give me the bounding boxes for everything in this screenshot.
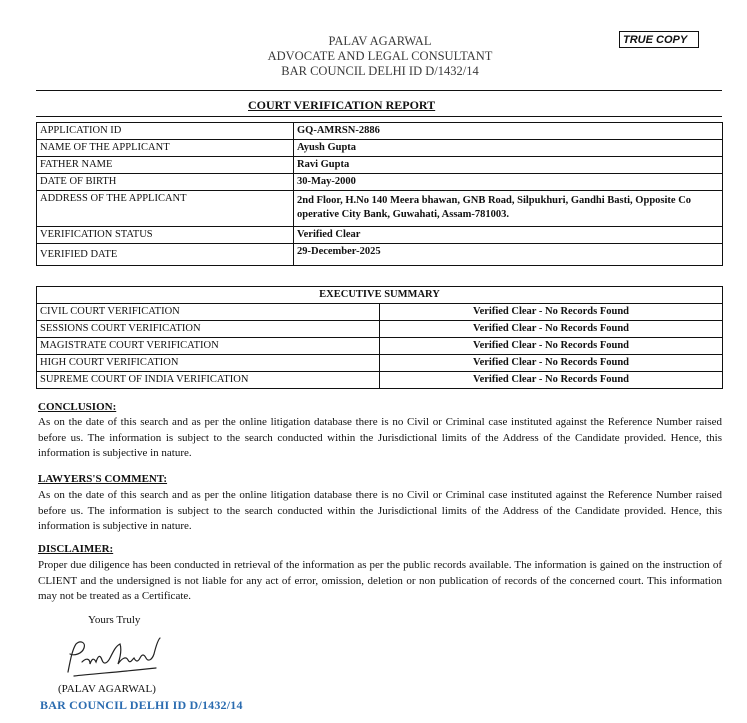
court-status: Verified Clear - No Records Found: [380, 304, 723, 321]
conclusion-heading: CONCLUSION:: [38, 401, 117, 413]
field-label: APPLICATION ID: [37, 123, 294, 140]
signatory-name: (PALAV AGARWAL): [58, 683, 156, 695]
court-status: Verified Clear - No Records Found: [380, 338, 723, 355]
field-label: VERIFICATION STATUS: [37, 227, 294, 244]
field-value: GQ-AMRSN-2886: [294, 123, 723, 140]
court-label: SESSIONS COURT VERIFICATION: [37, 321, 380, 338]
table-row: [37, 123, 723, 140]
court-status: Verified Clear - No Records Found: [380, 355, 723, 372]
table-row: [37, 157, 723, 174]
disclaimer-text: Proper due diligence has been conducted in retrieval of the information as per the public records available. The information is gained on the instruction of CLIENT and the undersigned is not liable for any act of error, omission, deletion or non publication of records of the concerned court. This information may not be treated as a Certificate.: [38, 559, 722, 602]
applicant-details-table: [36, 122, 723, 266]
field-label: NAME OF THE APPLICANT: [37, 140, 294, 157]
table-row: [37, 372, 723, 389]
executive-summary-title: EXECUTIVE SUMMARY: [37, 287, 723, 304]
handwritten-signature: [60, 632, 170, 680]
advocate-bar-id: BAR COUNCIL DELHI ID D/1432/14: [281, 64, 479, 78]
advocate-name: PALAV AGARWAL: [328, 34, 432, 48]
field-label: FATHER NAME: [37, 157, 294, 174]
field-value: Ayush Gupta: [294, 140, 723, 157]
court-label: HIGH COURT VERIFICATION: [37, 355, 380, 372]
header-divider: [36, 90, 722, 91]
signatory-bar-id: BAR COUNCIL DELHI ID D/1432/14: [40, 698, 243, 712]
table-row: [37, 174, 723, 191]
court-status: Verified Clear - No Records Found: [380, 321, 723, 338]
lawyers-comment-text: As on the date of this search and as per the online litigation database there is no Civil or Criminal case instituted against the Reference Number raised before us. The information is subject to the search conducted within the Jurisdictional limits of the Address of the Candidate provided. Hence, this information is subjective in nature.: [38, 489, 722, 532]
field-value: 2nd Floor, H.No 140 Meera bhawan, GNB Road, Silpukhuri, Gandhi Basti, Opposite Co operative City Bank, Guwahati, Assam-781003.: [294, 191, 723, 227]
court-label: CIVIL COURT VERIFICATION: [37, 304, 380, 321]
table-row: [37, 140, 723, 157]
conclusion-text: As on the date of this search and as per the online litigation database there is no Civil or Criminal case instituted against the Reference Number raised before us. The information is subject to the search conducted within the Jurisdictional limits of the Address of the Candidate provided. Hence, this information is subjective in nature.: [38, 416, 722, 459]
table-row: [37, 304, 723, 321]
table-row: [37, 227, 723, 244]
letterhead: [150, 34, 610, 79]
field-label: VERIFIED DATE: [37, 244, 294, 266]
field-value: Verified Clear: [294, 227, 723, 244]
table-header-row: [37, 287, 723, 304]
table-row: [37, 191, 723, 227]
disclaimer-heading: DISCLAIMER:: [38, 543, 114, 555]
field-value: 29-December-2025: [294, 244, 723, 266]
report-title: COURT VERIFICATION REPORT: [248, 98, 436, 112]
field-label: ADDRESS OF THE APPLICANT: [37, 191, 294, 227]
advocate-role: ADVOCATE AND LEGAL CONSULTANT: [267, 49, 493, 63]
table-row: [37, 355, 723, 372]
court-label: MAGISTRATE COURT VERIFICATION: [37, 338, 380, 355]
executive-summary-table: [36, 286, 723, 389]
field-value: Ravi Gupta: [294, 157, 723, 174]
table-row: [37, 321, 723, 338]
field-label: DATE OF BIRTH: [37, 174, 294, 191]
lawyers-comment-heading: LAWYERS'S COMMENT:: [38, 473, 168, 485]
table-row: [37, 244, 723, 266]
field-value: 30-May-2000: [294, 174, 723, 191]
court-label: SUPREME COURT OF INDIA VERIFICATION: [37, 372, 380, 389]
court-status: Verified Clear - No Records Found: [380, 372, 723, 389]
true-copy-stamp: TRUE COPY: [619, 31, 699, 48]
title-divider: [36, 116, 722, 117]
table-row: [37, 338, 723, 355]
yours-truly: Yours Truly: [88, 614, 141, 626]
